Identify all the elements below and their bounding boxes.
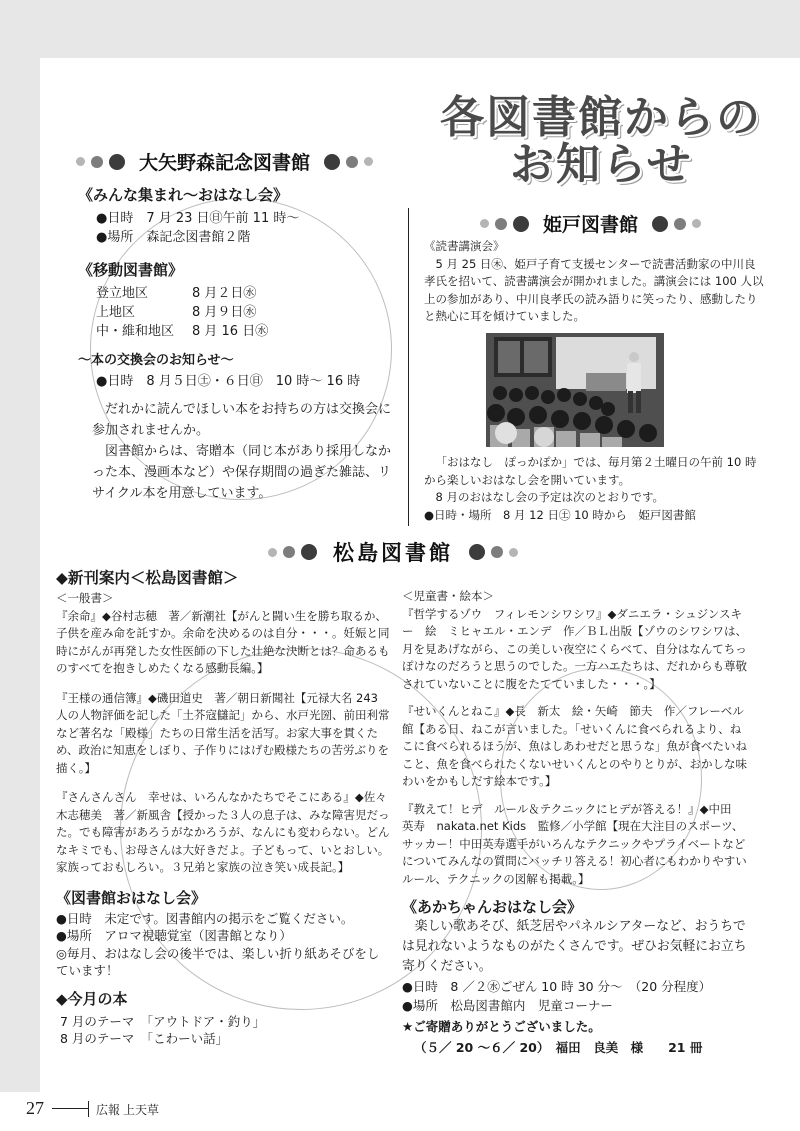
dot-icon	[480, 219, 489, 228]
book-entry: 『教えて！ヒデ ルール＆テクニックにヒデが答える！』◆中田 英寿 nakata.net Kids 監修／小学館【現在大注目のスポーツ、サッカー！中田英寿選手がいろんなテクニックやプライベートなどについてみんなの質問にバッチリ答える！初心者にもわかりやすいルール、テクニックの図解も掲載。】	[402, 801, 747, 886]
story-schedule: ●日時・場所 8 月 12 日㊏ 10 時から 姫戸図書館	[424, 507, 696, 522]
dot-icon	[469, 544, 485, 560]
area-label: 上地区	[96, 305, 136, 320]
mobile-schedule	[96, 284, 398, 341]
dot-icon	[324, 154, 340, 170]
visit-date: 8 月２日㊌	[192, 286, 257, 301]
oyano-section	[78, 184, 398, 504]
dot-icon	[283, 546, 295, 558]
column-divider	[408, 208, 409, 526]
page-panel	[40, 58, 800, 1094]
himedo-story-section	[424, 454, 764, 524]
book-entry: 『さんさんさん 幸せは、いろんなかたちでそこにある』◆佐々木志穂美 著／新風舎【授かった３人の息子は、みな障害児だった。でも障害があろうがなかろうが、なんにも変わらない。どんなキミでも、お母さんは大好きだよ。子どもって、いとおしい。家族っておもしろい。３兄弟と家族の泣き笑い成長記。】	[56, 790, 390, 874]
book-entry: 『王様の通信簿』◆磯田道史 著／朝日新聞社【元禄大名 243 人の人物評価を記した「土芥寇讎記」から、水戸光圀、前田利常など著名な「殿様」たちの日常生活を活写。お家大事を貫くため、政治に知恵をしぼり、子作りにはげむ殿様たちの苦労ぶりを描く。】	[56, 690, 390, 775]
dot-icon	[513, 216, 529, 232]
publication-name: 広報 上天草	[96, 1103, 160, 1117]
mobile-library-title: 《移動図書館》	[78, 261, 184, 279]
dot-icon	[346, 156, 358, 168]
page-footer	[0, 1092, 800, 1131]
dot-icon	[491, 546, 503, 558]
story-time-note: ◎毎月、おはなし会の後半では、楽しい折り紙あそびをしています！	[56, 945, 380, 978]
schedule-row	[96, 284, 398, 303]
story-text: 「おはなし ぽっかぽか」では、毎月第２土曜日の午前 10 時から楽しいおはなし会を開いています。	[424, 455, 757, 487]
matsushima-right-column	[402, 588, 752, 1057]
dot-icon	[652, 216, 668, 232]
page-title-line1: 各図書館からの	[440, 92, 762, 143]
dot-icon	[509, 548, 518, 557]
dot-icon	[109, 154, 125, 170]
dot-icon	[301, 544, 317, 560]
page-title-line2: お知らせ	[510, 139, 693, 190]
book-entry: 『余命』◆谷村志穂 著／新潮社【がんと闘い生を勝ち取るか、子供を産み命を託すか。余命を決めるのは自分・・・。妊娠と同時にがんが再発した女性医師の下した壮絶な決断とは？命あるものすべてを抱きしめたくなる感動長編。】	[56, 608, 390, 675]
exchange-title: ～本の交換会のお知らせ～	[78, 353, 234, 368]
baby-story-date: ●日時 8 ／２㊌ごぜん 10 時 30 分～ （20 分程度）	[402, 979, 712, 994]
new-books-title: ◆新刊案内＜松島図書館＞	[56, 569, 239, 587]
story-time-place: ●場所 アロマ視聴覚室（図書館となり）	[56, 928, 292, 943]
visit-date: 8 月 16 日㊌	[192, 324, 269, 339]
library-heading-matsushima	[268, 537, 518, 567]
dot-icon	[495, 218, 507, 230]
exchange-paragraph: だれかに読んでほしい本をお持ちの方は交換会に参加されませんか。	[92, 402, 392, 438]
library-name: 姫戸図書館	[543, 214, 639, 236]
general-books-label: ＜一般書＞	[56, 591, 114, 605]
library-name: 松島図書館	[333, 541, 453, 565]
book-entry: 『哲学するゾウ フィレモンシワシワ』◆ダニエラ・シュジンスキー 絵 ミヒャエル・エンデ 作／ＢＬ出版【ゾウのシワシワは、月を見あげながら、この美しい夜空にくらべて、自分はなんてちっぽけなのだろうと思うのでした。一方ハエたちは、だれからも尊敬されていないことに腹をたてていました・・・。】	[402, 606, 747, 691]
area-label: 登立地区	[96, 286, 149, 301]
event-title: 《みんな集まれ～おはなし会》	[78, 186, 289, 204]
footer-rule	[52, 1108, 88, 1109]
book-entry: 『せいくんとねこ』◆長 新太 絵・矢崎 節夫 作／フレーベル館【ある日、ねこが言いました。「せいくんに食べられるより、ねこに食べられるほうが、魚はしあわせだと思うな」魚が食べたいねこと、魚を食べられたくないせいくんとのやりとりが、おかしな味わいをかもしだす絵本です。】	[402, 704, 747, 788]
lecture-photo-image	[486, 333, 664, 447]
exchange-paragraph: 図書館からは、寄贈本（同じ本があり採用しなかった本、漫画本など）や保存期間の過ぎた雑誌、リサイクル本を用意しています。	[92, 444, 392, 501]
himedo-section	[424, 238, 764, 326]
story-text: 8 月のおはなし会の予定は次のとおりです。	[435, 490, 665, 504]
lecture-text: 5 月 25 日㊍、姫戸子育て支援センターで読書活動家の中川良孝氏を招いて、読書講演会が開かれました。講演会には 100 人以上の参加があり、中川良孝氏の読み語りに笑ったり、感動したりと熱心に耳を傾けていました。	[424, 256, 764, 323]
visit-date: 8 月９日㊌	[192, 305, 257, 320]
matsushima-left-column	[56, 566, 390, 1048]
area-label: 中・維和地区	[96, 324, 175, 339]
lecture-photo	[486, 333, 664, 447]
children-books-label: ＜児童書・絵本＞	[402, 589, 494, 603]
page-number: 27	[26, 1098, 44, 1118]
dot-icon	[91, 156, 103, 168]
baby-story-title: 《あかちゃんおはなし会》	[402, 898, 583, 916]
dot-icon	[268, 548, 277, 557]
dot-icon	[364, 157, 373, 166]
story-time-date: ●日時 未定です。図書館内の掲示をご覧ください。	[56, 910, 354, 926]
monthly-theme: 7 月のテーマ 「アウトドア・釣り」	[60, 1013, 266, 1029]
monthly-theme: 8 月のテーマ 「こわーい話」	[60, 1031, 229, 1046]
schedule-row	[96, 303, 398, 322]
dot-icon	[674, 218, 686, 230]
donation-record: （５／ 20 ～６／ 20） 福田 良美 様 21 冊	[414, 1040, 703, 1055]
baby-story-text: 楽しい歌あそび、紙芝居やパネルシアターなど、おうちでは見れないようなものがたくさんです。ぜひお気軽にお立ち寄りください。	[402, 919, 747, 974]
event-place: ●場所 森記念図書館２階	[96, 230, 251, 245]
exchange-date: ●日時 8 月５日㊏・６日㊐ 10 時～ 16 時	[96, 374, 361, 389]
dot-icon	[76, 157, 85, 166]
story-time-title: 《図書館おはなし会》	[56, 888, 207, 907]
donation-thanks: ★ご寄贈ありがとうございました。	[402, 1019, 601, 1034]
schedule-row	[96, 322, 398, 341]
monthly-books-title: ◆今月の本	[56, 989, 128, 1008]
library-name: 大矢野森記念図書館	[139, 152, 311, 174]
library-heading-himedo	[480, 210, 701, 237]
event-date: ●日時 7 月 23 日㊐午前 11 時～	[96, 211, 300, 226]
footer-rule	[88, 1101, 89, 1117]
baby-story-place: ●場所 松島図書館内 児童コーナー	[402, 998, 613, 1013]
lecture-title: 《読書講演会》	[424, 239, 505, 253]
dot-icon	[692, 219, 701, 228]
library-heading-oyano	[76, 148, 373, 175]
